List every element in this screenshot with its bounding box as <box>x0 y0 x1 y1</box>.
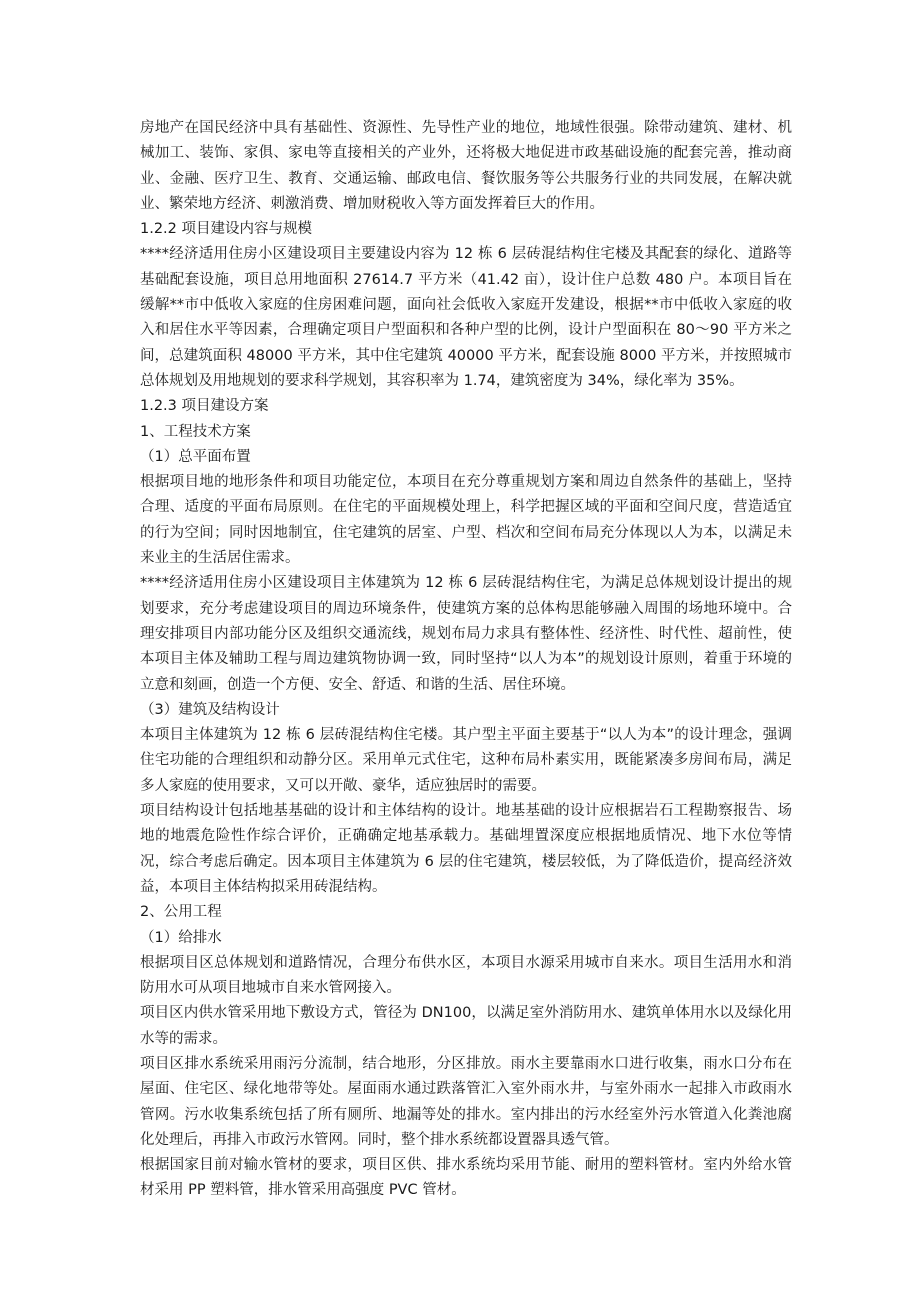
paragraph-construction-scale: ****经济适用住房小区建设项目主要建设内容为 12 栋 6 层砖混结构住宅楼及其配套的绿化、道路等基础配套设施，项目总用地面积 27614.7 平方米（41.42 亩），设计住户总数 480 户。本项目旨在缓解**市中低收入家庭的住房困难问题，面向社会低收入家庭开发建设，根据**市中低收入家庭的收入和居住水平等因素，合理确定项目户型面积和各种户型的比例，设计户型面积在 80～90 平方米之间，总建筑面积 48000 平方米，其中住宅建筑 40000 平方米，配套设施 8000 平方米，并按照城市总体规划及用地规划的要求科学规划，其容积率为 1.74，建筑密度为 34%，绿化率为 35%。 <box>140 246 792 389</box>
subheading-public-works: 2、公用工程 <box>140 904 222 921</box>
section-heading-1-2-2: 1.2.2 项目建设内容与规模 <box>140 221 313 238</box>
section-heading-1-2-3: 1.2.3 项目建设方案 <box>140 398 269 415</box>
paragraph-structure-2: 项目结构设计包括地基基础的设计和主体结构的设计。地基基础的设计应根据岩石工程勘察报告、场地的地震危险性作综合评价，正确确定地基承载力。基础埋置深度应根据地质情况、地下水位等情况，综合考虑后确定。因本项目主体建筑为 6 层的住宅建筑，楼层较低，为了降低造价，提高经济效益，本项目主体结构拟采用砖混结构。 <box>140 803 792 895</box>
paragraph-architecture-1: 本项目主体建筑为 12 栋 6 层砖混结构住宅楼。其户型主平面主要基于“以人为本”的设计理念，强调住宅功能的合理组织和动静分区。采用单元式住宅，这种布局朴素实用，既能紧凑多房间布局，满足多人家庭的使用要求，又可以开敞、豪华，适应独居时的需要。 <box>140 727 792 794</box>
subheading-water-supply-drainage: （1）给排水 <box>140 929 222 946</box>
paragraph-intro: 房地产在国民经济中具有基础性、资源性、先导性产业的地位，地域性很强。除带动建筑、建材、机械加工、装饰、家俱、家电等直接相关的产业外，还将极大地促进市政基础设施的配套完善，推动商业、金融、医疗卫生、教育、交通运输、邮政电信、餐饮服务等公共服务行业的共同发展，在解决就业、繁荣地方经济、刺激消费、增加财税收入等方面发挥着巨大的作用。 <box>140 120 792 212</box>
subheading-site-layout: （1）总平面布置 <box>140 448 251 465</box>
subheading-architecture-structure: （3）建筑及结构设计 <box>140 701 280 718</box>
paragraph-site-layout-2: ****经济适用住房小区建设项目主体建筑为 12 栋 6 层砖混结构住宅，为满足总体规划设计提出的规划要求，充分考虑建设项目的周边环境条件，使建筑方案的总体构思能够融入周围的场地环境中。合理安排项目内部功能分区及组织交通流线，规划布局力求具有整体性、经济性、时代性、超前性，使本项目主体及辅助工程与周边建筑物协调一致，同时坚持“以人为本”的规划设计原则，着重于环境的立意和刻画，创造一个方便、安全、舒适、和谐的生活、居住环境。 <box>140 575 792 693</box>
paragraph-site-layout-1: 根据项目地的地形条件和项目功能定位，本项目在充分尊重规划方案和周边自然条件的基础上，坚持合理、适度的平面布局原则。在住宅的平面规模处理上，科学把握区域的平面和空间尺度，营造适宜的行为空间；同时因地制宜，住宅建筑的居室、户型、档次和空间布局充分体现以人为本，以满足未来业主的生活居住需求。 <box>140 474 792 567</box>
paragraph-water-4: 根据国家目前对输水管材的要求，项目区供、排水系统均采用节能、耐用的塑料管材。室内外给水管材采用 PP 塑料管，排水管采用高强度 PVC 管材。 <box>140 1157 792 1199</box>
subheading-technical-plan: 1、工程技术方案 <box>140 423 251 440</box>
paragraph-water-2: 项目区内供水管采用地下敷设方式，管径为 DN100，以满足室外消防用水、建筑单体用水以及绿化用水等的需求。 <box>140 1005 792 1047</box>
paragraph-water-1: 根据项目区总体规划和道路情况，合理分布供水区，本项目水源采用城市自来水。项目生活用水和消防用水可从项目地城市自来水管网接入。 <box>140 954 792 997</box>
document-page <box>140 116 792 1204</box>
paragraph-water-3: 项目区排水系统采用雨污分流制，结合地形，分区排放。雨水主要靠雨水口进行收集，雨水口分布在屋面、住宅区、绿化地带等处。屋面雨水通过跌落管汇入室外雨水井，与室外雨水一起排入市政雨水管网。污水收集系统包括了所有厕所、地漏等处的排水。室内排出的污水经室外污水管道入化粪池腐化处理后，再排入市政污水管网。同时，整个排水系统都设置器具透气管。 <box>140 1055 792 1148</box>
